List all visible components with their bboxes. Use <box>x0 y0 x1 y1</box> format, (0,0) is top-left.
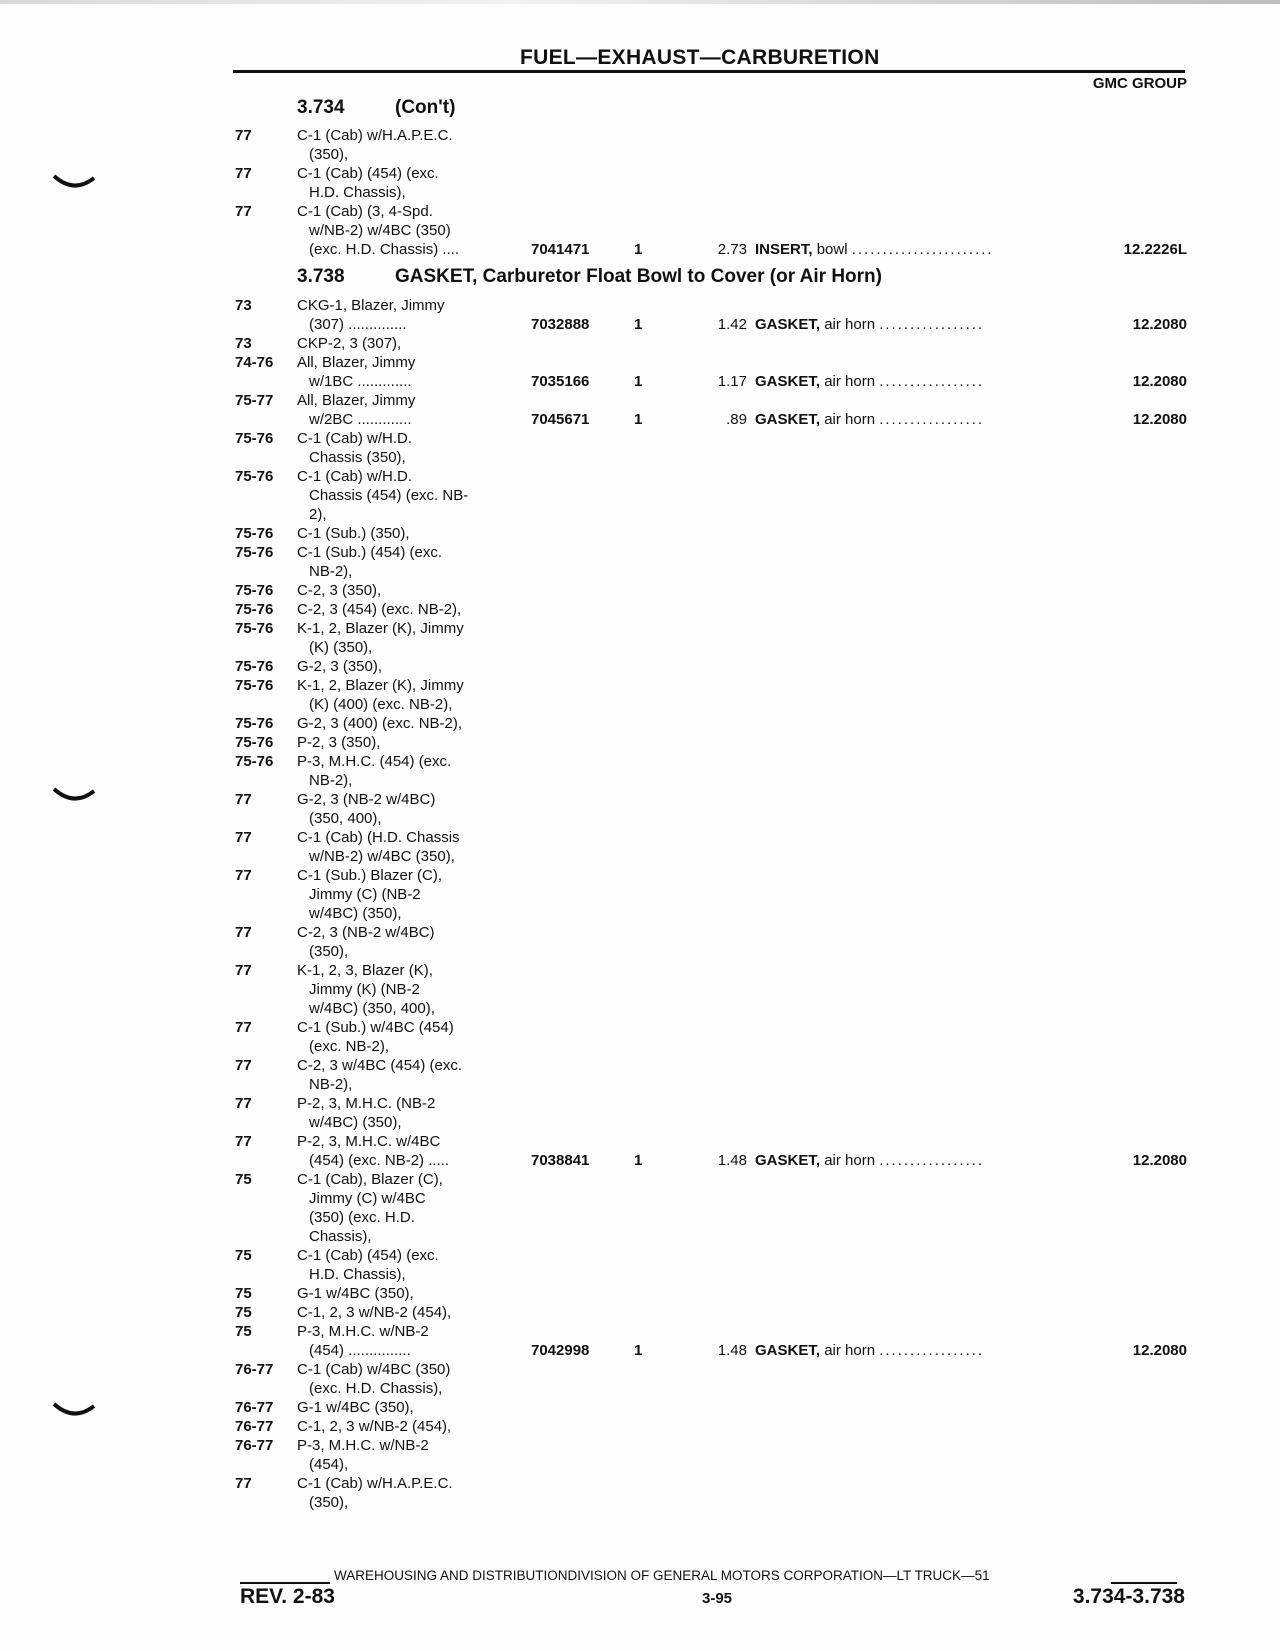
entry-year: 77 <box>235 165 252 182</box>
entry-description: K-1, 2, Blazer (K), Jimmy (K) (400) (exc. NB-2), <box>297 677 464 713</box>
part-name: GASKET, air horn ................. <box>755 1342 985 1359</box>
entry-year: 77 <box>235 791 252 808</box>
entry-year: 77 <box>235 1057 252 1074</box>
binder-hole-mark <box>52 1400 96 1422</box>
entry-description: G-1 w/4BC (350), <box>297 1285 414 1302</box>
entry-description: C-1 (Cab) w/H.A.P.E.C. (350), <box>297 1475 453 1511</box>
entry-year: 77 <box>235 1019 252 1036</box>
section-heading-3734 <box>297 97 455 119</box>
footer-publisher: WAREHOUSING AND DISTRIBUTIONDIVISION OF GENERAL MOTORS CORPORATION—LT TRUCK—51 <box>334 1568 990 1583</box>
entry-description: C-1, 2, 3 w/NB-2 (454), <box>297 1418 452 1435</box>
entry-year: 77 <box>235 867 252 884</box>
part-number: 7041471 <box>531 241 590 258</box>
part-group: 12.2080 <box>1132 316 1187 333</box>
entry-description: P-2, 3, M.H.C. w/4BC (454) (exc. NB-2) ..... <box>297 1133 450 1169</box>
entry-year: 75-76 <box>235 430 274 447</box>
part-group: 12.2080 <box>1132 1342 1187 1359</box>
part-qty: 1 <box>634 1152 643 1169</box>
part-group: 12.2080 <box>1132 1152 1187 1169</box>
part-group: 12.2226L <box>1123 241 1187 258</box>
entry-year: 76-77 <box>235 1418 274 1435</box>
section-title: GASKET, Carburetor Float Bowl to Cover (or Air Horn) <box>395 266 882 287</box>
entry-description: G-2, 3 (400) (exc. NB-2), <box>297 715 463 732</box>
entry-year: 75-76 <box>235 715 274 732</box>
footer-rule-right <box>1111 1582 1177 1584</box>
part-price: 1.42 <box>717 316 747 333</box>
entry-description: C-1 (Sub.) Blazer (C), Jimmy (C) (NB-2 w/4BC) (350), <box>297 867 443 922</box>
section-number: 3.738 <box>297 266 345 287</box>
entry-year: 73 <box>235 297 252 314</box>
group-label: GMC GROUP <box>1092 75 1187 92</box>
part-number: 7045671 <box>531 411 590 428</box>
part-name: GASKET, air horn ................. <box>755 411 985 428</box>
entry-description: P-2, 3, M.H.C. (NB-2 w/4BC) (350), <box>297 1095 436 1131</box>
entry-year: 75-76 <box>235 734 274 751</box>
entry-year: 75 <box>235 1323 252 1340</box>
entry-year: 75 <box>235 1285 252 1302</box>
part-number: 7042998 <box>531 1342 590 1359</box>
entry-description: C-1 (Cab), Blazer (C), Jimmy (C) w/4BC (350) (exc. H.D. Chassis), <box>297 1171 443 1245</box>
entry-description: All, Blazer, Jimmy w/2BC ............. <box>297 392 416 428</box>
part-qty: 1 <box>634 241 643 258</box>
page-title: FUEL—EXHAUST—CARBURETION <box>520 46 880 69</box>
part-price: 1.48 <box>717 1152 747 1169</box>
footer-rule-left <box>240 1582 330 1584</box>
part-name: GASKET, air horn ................. <box>755 316 985 333</box>
footer-page-number: 3-95 <box>702 1590 733 1607</box>
entry-year: 77 <box>235 829 252 846</box>
part-group: 12.2080 <box>1132 373 1187 390</box>
entry-description: G-1 w/4BC (350), <box>297 1399 414 1416</box>
entry-year: 75-76 <box>235 525 274 542</box>
entry-year: 75-76 <box>235 620 274 637</box>
entry-description: K-1, 2, Blazer (K), Jimmy (K) (350), <box>297 620 464 656</box>
part-number: 7035166 <box>531 373 590 390</box>
entry-year: 77 <box>235 1475 252 1492</box>
entry-year: 73 <box>235 335 252 352</box>
part-qty: 1 <box>634 316 643 333</box>
entry-year: 77 <box>235 203 252 220</box>
binder-hole-mark <box>52 785 96 807</box>
entry-year: 75-76 <box>235 753 274 770</box>
footer-revision: REV. 2-83 <box>240 1585 335 1608</box>
entry-description: C-1, 2, 3 w/NB-2 (454), <box>297 1304 452 1321</box>
entry-year: 77 <box>235 924 252 941</box>
entry-year: 75-76 <box>235 677 274 694</box>
entry-description: C-1 (Sub.) (454) (exc. NB-2), <box>297 544 443 580</box>
entry-year: 75 <box>235 1304 252 1321</box>
entry-description: C-1 (Cab) (454) (exc. H.D. Chassis), <box>297 1247 439 1283</box>
entry-description: C-2, 3 (NB-2 w/4BC) (350), <box>297 924 435 960</box>
part-price: 2.73 <box>717 241 747 258</box>
part-name: GASKET, air horn ................. <box>755 1152 985 1169</box>
entry-description: G-2, 3 (NB-2 w/4BC) (350, 400), <box>297 791 436 827</box>
binder-hole-mark <box>52 172 96 194</box>
part-price: .89 <box>726 411 747 428</box>
entry-description: C-2, 3 (350), <box>297 582 382 599</box>
entry-description: G-2, 3 (350), <box>297 658 383 675</box>
entry-year: 74-76 <box>235 354 274 371</box>
entry-year: 75 <box>235 1171 252 1188</box>
part-number: 7038841 <box>531 1152 590 1169</box>
entry-year: 75-76 <box>235 544 274 561</box>
entry-year: 75-76 <box>235 601 274 618</box>
part-price: 1.17 <box>717 373 747 390</box>
entry-description: C-1 (Cab) w/H.D. Chassis (350), <box>297 430 413 466</box>
entry-year: 77 <box>235 1133 252 1150</box>
entry-year: 77 <box>235 127 252 144</box>
entry-description: P-3, M.H.C. w/NB-2 (454), <box>297 1437 429 1473</box>
entry-description: C-1 (Cab) w/H.D. Chassis (454) (exc. NB- 2), <box>297 468 469 523</box>
footer-section-range: 3.734-3.738 <box>1072 1585 1185 1608</box>
entry-description: P-3, M.H.C. (454) (exc. NB-2), <box>297 753 452 789</box>
entry-year: 75-76 <box>235 468 274 485</box>
entry-year: 75-76 <box>235 658 274 675</box>
entry-description: C-2, 3 (454) (exc. NB-2), <box>297 601 462 618</box>
entry-description: C-1 (Sub.) (350), <box>297 525 410 542</box>
entry-description: C-2, 3 w/4BC (454) (exc. NB-2), <box>297 1057 463 1093</box>
entry-description: C-1 (Cab) w/4BC (350) (exc. H.D. Chassis), <box>297 1361 451 1397</box>
entry-description: C-1 (Cab) w/H.A.P.E.C. (350), <box>297 127 453 163</box>
part-group: 12.2080 <box>1132 411 1187 428</box>
part-qty: 1 <box>634 373 643 390</box>
part-qty: 1 <box>634 1342 643 1359</box>
part-name: INSERT, bowl ....................... <box>755 241 994 258</box>
entry-description: C-1 (Cab) (H.D. Chassis w/NB-2) w/4BC (350), <box>297 829 460 865</box>
entry-description: C-1 (Cab) (454) (exc. H.D. Chassis), <box>297 165 439 201</box>
entry-description: P-3, M.H.C. w/NB-2 (454) ............... <box>297 1323 429 1359</box>
entry-year: 77 <box>235 962 252 979</box>
part-name: GASKET, air horn ................. <box>755 373 985 390</box>
entry-description: C-1 (Sub.) w/4BC (454) (exc. NB-2), <box>297 1019 454 1055</box>
part-qty: 1 <box>634 411 643 428</box>
entry-description: CKP-2, 3 (307), <box>297 335 402 352</box>
entry-year: 76-77 <box>235 1399 274 1416</box>
header-rule <box>233 70 1185 73</box>
entry-year: 75-77 <box>235 392 274 409</box>
scan-top-edge <box>0 0 1280 4</box>
entry-description: C-1 (Cab) (3, 4-Spd. w/NB-2) w/4BC (350) (exc. H.D. Chassis) .... <box>297 203 460 258</box>
entry-year: 75-76 <box>235 582 274 599</box>
entry-year: 77 <box>235 1095 252 1112</box>
entry-description: K-1, 2, 3, Blazer (K), Jimmy (K) (NB-2 w/4BC) (350, 400), <box>297 962 435 1017</box>
section-title: (Con't) <box>395 97 456 118</box>
entry-year: 76-77 <box>235 1437 274 1454</box>
part-number: 7032888 <box>531 316 590 333</box>
section-number: 3.734 <box>297 97 345 118</box>
part-price: 1.48 <box>717 1342 747 1359</box>
entry-description: All, Blazer, Jimmy w/1BC ............. <box>297 354 416 390</box>
entry-description: CKG-1, Blazer, Jimmy (307) .............. <box>297 297 445 333</box>
section-heading-3738 <box>297 266 882 288</box>
entry-year: 75 <box>235 1247 252 1264</box>
entry-year: 76-77 <box>235 1361 274 1378</box>
entry-description: P-2, 3 (350), <box>297 734 381 751</box>
